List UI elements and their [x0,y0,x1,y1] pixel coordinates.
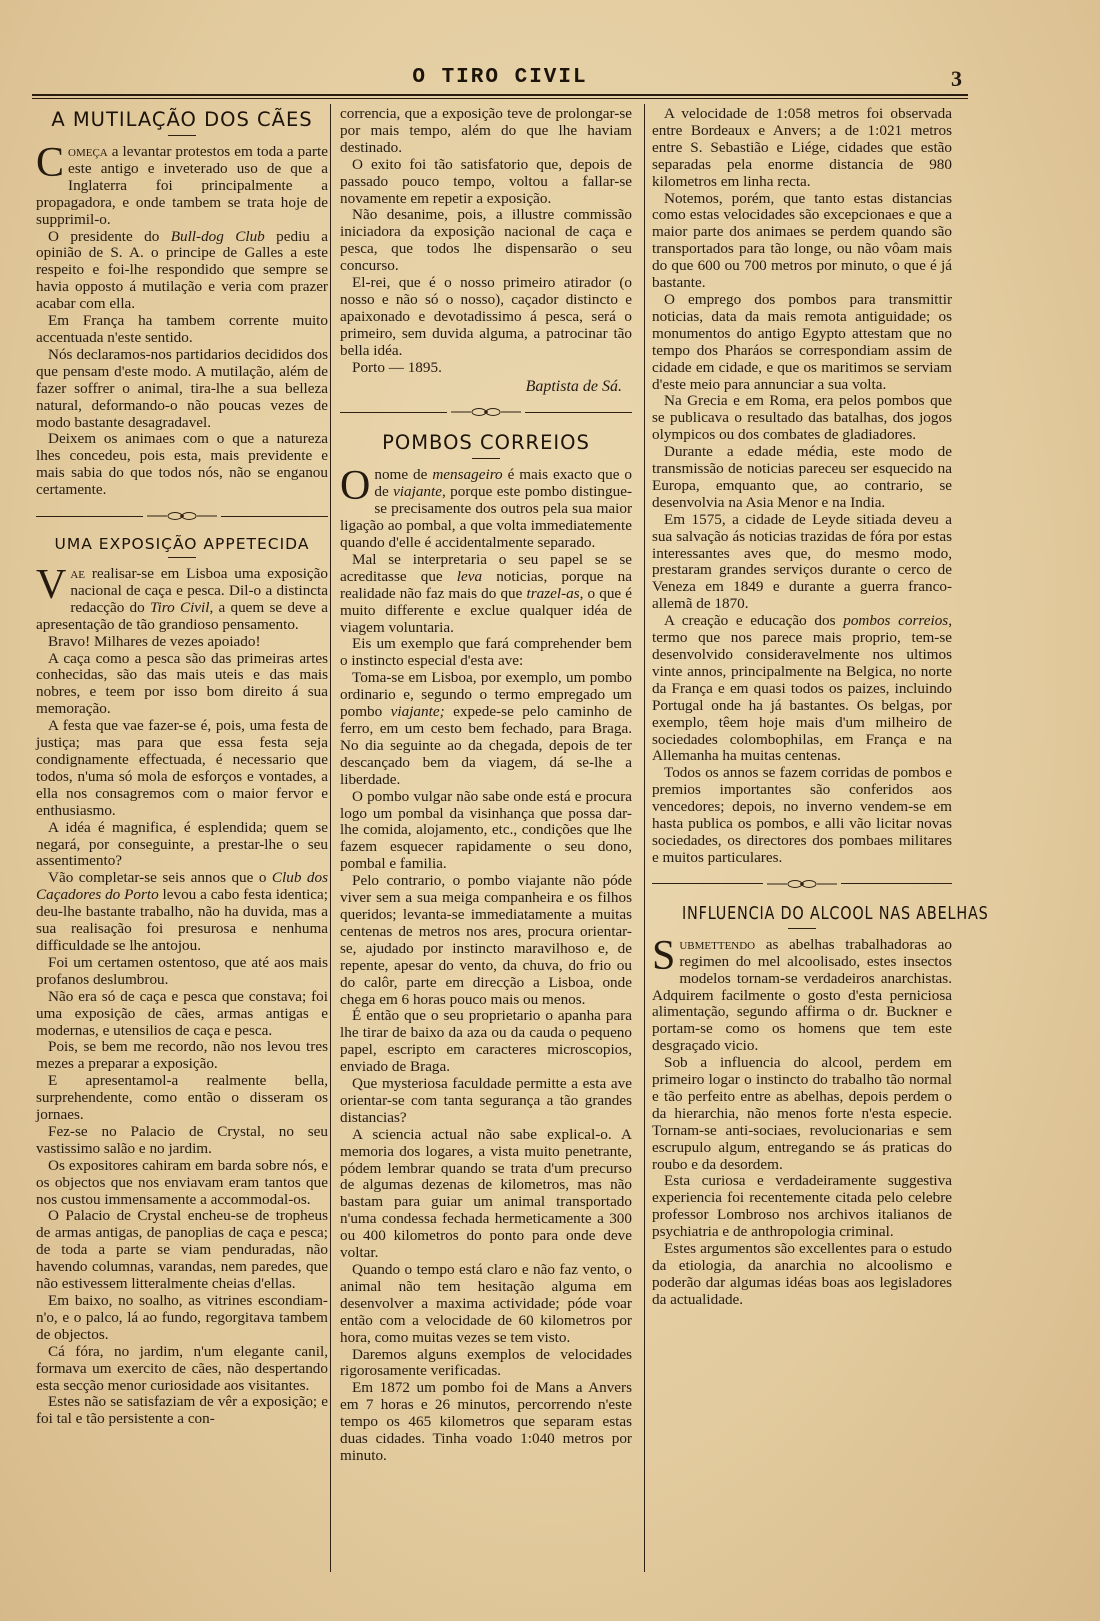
paragraph: Os expositores cahiram em barda sobre nós, e os objectos que nos enviavam eram tantos que nos custou immensamente a accommodal-os. [36,1156,328,1208]
paragraph: Eis um exemplo que fará comprehender bem o instincto especial d'esta ave: [340,635,632,670]
paragraph: Cá fóra, no jardim, n'um elegante canil, formava um exercito de cães, não despertando esta secção menor curiosidade aos visitantes. [36,1342,328,1394]
paragraph: Sob a influencia do alcool, perdem em primeiro logar o instincto do trabalho tão normal e tão perfeito entre as abelhas, depois perdem o da hierarchia, não menos forte n'esta especie. Tornam-se anti-sociaes, revolucionarias e sem escrupulo algum, entregando se ás praticas do roubo e da desordem. [652,1054,952,1173]
paragraph: Em baixo, no soalho, as vitrines escondiam-n'o, e o palco, lá ao fundo, regorgitava tambem de objectos. [36,1292,328,1343]
paragraph: Vae realisar-se em Lisboa uma exposição nacional de caça e pesca. Dil-o a distincta redacção do Tiro Civil, a quem se deve a apresentação de tão grandioso pensamento. [36,562,328,633]
ornament-divider [652,879,952,889]
paragraph: El-rei, que é o nosso primeiro atirador (o nosso e não só o nosso), caçador distincto e apaixonado e devotadissimo á pesca, será o primeiro, sem duvida alguma, a patrocinar tão bella idéa. [340,274,632,359]
page-number: 3 [951,66,962,91]
paragraph: Toma-se em Lisboa, por exemplo, um pombo ordinario e, segundo o termo empregado um pombo viajante; expede-se pelo caminho de ferro, em um cesto bem fechado, para Braga. No dia seguinte ao da chegada, depois de ter descançado bem da viagem, dá se-lhe a liberdade. [340,669,632,788]
paragraph: O emprego dos pombos para transmittir noticias, data da mais remota antiguidade; os monumentos do antigo Egypto attestam que no tempo dos Pharáos se correspondiam assim de cidade em cidade, e que os maritimos se serviam d'este meio para annunciar a sua volta. [652,290,952,393]
drop-cap: S [652,932,676,979]
column-2 [340,106,632,1576]
paragraph: Na Grecia e em Roma, era pelos pombos que se publicava o resultado das batalhas, dos jogos olympicos ou dos combates de gladiadores. [652,392,952,444]
paragraph: Foi um certamen ostentoso, que até aos mais profanos deslumbrou. [36,953,328,988]
paragraph: Daremos alguns exemplos de velocidades rigorosamente verificadas. [340,1345,632,1380]
paragraph: Que mysteriosa faculdade permitte a esta ave orientar-se com tanta segurança a tão grandes distancias? [340,1075,632,1126]
paragraph: A creação e educação dos pombos correios, termo que nos parece mais proprio, tem-se desenvolvido consideravelmente nos ultimos vinte annos, principalmente na Belgica, no norte da França e em quasi todos os paizes, incluindo Portugal onde ha já bastantes. Os belgas, por exemplo, têem hoje mais d'um milheiro de sociedades colombophilas, em França e na Allemanha ha muitas centenas. [652,612,953,765]
title-rule [472,458,500,459]
ornament-knot-icon [767,879,837,889]
paragraph: É então que o seu proprietario o apanha para lhe tirar de baixo da aza ou da cauda o pequeno papel, escripto em caracteres microscopios, enviado de Braga. [340,1007,632,1076]
paragraph: Em 1872 um pombo foi de Mans a Anvers em 7 horas e 26 minutos, percorrendo n'este tempo os 465 kilometros que separam estas duas cidades. Tinha voado 1:040 metros por minuto. [340,1379,632,1464]
paragraph: A velocidade de 1:058 metros foi observada entre Bordeaux e Anvers; a de 1:021 metros entre S. Sebastião e Liége, cidades que estão separadas pela enorme distancia de 980 kilometros em linha recta. [652,105,952,190]
paragraph: Em 1575, a cidade de Leyde sitiada deveu a sua salvação ás noticias trazidas de fóra por estas interessantes aves que, do mesmo modo, prestaram grandes serviços durante o cerco de Veneza em 1849 e durante a guerra franco-allemã de 1870. [652,510,952,613]
article-title-exposicao: UMA EXPOSIÇÃO APPETECIDA [54,535,310,554]
paragraph: A festa que vae fazer-se é, pois, uma festa de justiça; mas para que essa festa seja condignamente effectuada, é necessario que todos, n'uma só mola de esforços e vontades, a ella nos consagremos com o maior fervor e enthusiasmo. [36,717,328,819]
paragraph: Durante a edade média, este modo de transmissão de noticias pareceu ser esquecido na Europa, emquanto que, ao contrario, se desenvolvia na Asia Menor e na India. [652,443,952,511]
paragraph: Submettendo as abelhas trabalhadoras ao regimen do mel alcoolisado, estes insectos modelos tornam-se verdadeiros anarchistas. Adquirem facilmente o gosto d'esta perniciosa alimentação, segundo affirma o dr. Buckner e portam-se como os homens que tem este desgraçado vicio. [652,932,952,1055]
paragraph: Estes argumentos são excellentes para o estudo da etiologia, da anarchia no alcoolismo e poderão dar algumas idéas boas aos legisladores da actualidade. [652,1240,952,1308]
column-1 [36,106,328,1576]
ornament-knot-icon [451,407,521,417]
paragraph: Esta curiosa e verdadeiramente suggestiva experiencia foi recentemente citada pelo celebre professor Lombroso nos archivos italianos de psychiatria e de anthropologia criminal. [652,1172,952,1241]
paragraph: Pois, se bem me recordo, não nos levou tres mezes a preparar a exposição. [36,1038,328,1073]
author-signature: Baptista de Sá. [525,377,622,395]
ornament-divider [36,511,328,521]
paragraph: O Palacio de Crystal encheu-se de tropheus de armas antigas, de panoplias de caça e pesca; de toda a parte se viam penduradas, não havendo columnas, varandas, nem paredes, que não estivessem litteralmente cheias d'ellas. [36,1207,328,1293]
paragraph: A sciencia actual não sabe explical-o. A memoria dos logares, a vista muito penetrante, pódem lembrar quando se trata d'um precurso de algumas dezenas de kilometros, mas não bastam para guiar um animal transportado n'uma condessa fechada hermeticamente a 300 ou 400 kilometros do ponto para onde deve voltar. [340,1125,632,1262]
paragraph: Quando o tempo está claro e não faz vento, o animal não tem hesitação alguma em desenvolver a maxima actividade; póde voar então com a velocidade de 60 kilometros por hora, como muitas vezes se tem visto. [340,1261,632,1346]
dateline: Porto — 1895. [352,358,442,376]
paragraph: Deixem os animaes com o que a natureza lhes concedeu, pois esta, mais previdente e mais sabia do que todos nós, não se enganou certamente. [36,430,328,499]
paragraph: Fez-se no Palacio de Crystal, no seu vastissimo salão e no jardim. [36,1122,328,1157]
paragraph: Nós declaramos-nos partidarios decididos dos que pensam d'este modo. A mutilação, além de fazer soffrer o animal, tira-lhe a sua belleza natural, deformando-o não poucas vezes de modo bastante desagradavel. [36,345,328,431]
paragraph: Estes não se satisfaziam de vêr a exposição; e foi tal e tão persistente a con- [36,1393,328,1428]
paragraph: Começa a levantar protestos em toda a parte este antigo e inveterado uso de que a Inglaterra foi principalmente a propagadora, e onde tambem se trata hoje de supprimil-o. [36,140,328,228]
paragraph: O presidente do Bull-dog Club pediu a opinião de S. A. o principe de Galles a este respeito e foi-lhe respondido que sempre se havia opposto á mutilação e veria com prazer acabar com ella. [36,227,328,313]
header-rule [32,94,968,96]
ornament-knot-icon [147,511,217,521]
article-title-pombos: POMBOS CORREIOS [382,431,590,455]
drop-cap: O [340,463,371,510]
paragraph: O exito foi tão satisfatorio que, depois de passado pouco tempo, voltou a fallar-se novamente em repetir a exposição. [340,155,632,207]
article-title-alcool: INFLUENCIA DO ALCOOL NAS ABELHAS [682,902,989,924]
title-rule [168,135,196,136]
paragraph: Não desanime, pois, a illustre commissão iniciadora da exposição nacional de caça e pesca, que todos lhe dispensarão o seu concurso. [340,206,632,275]
paragraph: O nome de mensageiro é mais exacto que o de viajante, porque este pombo distingue-se precisamente dos outros pela sua maior ligação ao pombal, a que volta immediatemente quando d'elle é accidentalmente separado. [340,463,633,552]
header-rule-thin [32,98,968,99]
column-divider-2 [644,104,645,1572]
title-rule [788,928,816,929]
paragraph: Notemos, porém, que tanto estas distancias como estas velocidades são excepcionaes e que a maior parte dos animaes se perdem quando são transportados para tão longe, ou não vôam mais do que 600 ou 700 metros por minuto, o que é já bastante. [652,189,952,292]
paragraph: Mal se interpretaria o seu papel se se acreditasse que leva noticias, porque na realidade não faz mais do que trazel-as, o que é muito differente e exclue qualquer idéa de viagem voluntaria. [340,550,633,636]
title-rule [168,557,196,558]
paragraph: Em França ha tambem corrente muito accentuada n'este sentido. [36,312,328,346]
paragraph: Todos os annos se fazem corridas de pombos e premios importantes são conferidos aos vencedores; depois, no inverno vendem-se em hasta publica os pombos, e alli vão licitar novas sociedades, os directores dos pombaes militares e muitos particulares. [652,764,952,866]
paragraph: correncia, que a exposição teve de prolongar-se por mais tempo, além do que lhe haviam destinado. [340,105,632,156]
paragraph: Pelo contrario, o pombo viajante não póde viver sem a sua meiga companheira e os filhos queridos; levanta-se immediatamente a muitas centenas de metros nos ares, procura orientar-se, ajudado por instincto maravilhoso e, de repente, apesar do vento, da chuva, do frio ou do calôr, parte em direcção a Lisboa, onde chega em 6 horas pouco mais ou menos. [340,872,632,1008]
drop-cap: C [36,140,65,186]
column-3 [652,105,989,1576]
paragraph: A caça como a pesca são das primeiras artes conhecidas, são das mais uteis e das mais nobres, e teem por isso bom direito á sua memoração. [36,649,328,718]
drop-cap: V [36,562,67,609]
journal-name: O TIRO CIVIL [412,66,588,89]
paragraph: A idéa é magnifica, é esplendida; quem se negará, por conseguinte, a prestar-lhe o seu assentimento? [36,818,328,870]
article-title-mutilacao: A MUTILAÇÃO DOS CÃES [51,108,313,131]
paragraph: Bravo! Milhares de vezes apoiado! [48,632,261,650]
ornament-divider [340,407,632,417]
paragraph: Não era só de caça e pesca que constava; foi uma exposição de cães, armas antigas e modernas, e utensilios de caça e pesca. [36,987,328,1039]
paragraph: Vão completar-se seis annos que o Club dos Caçadores do Porto levou a cabo festa identica; deu-lhe bastante trabalho, não ha duvida, mas a sua realisação foi presurosa e nenhuma difficuldade se lhe antojou. [36,869,328,954]
paragraph: E apresentamol-a realmente bella, surprehendente, como então o disseram os jornaes. [36,1072,328,1124]
paragraph: O pombo vulgar não sabe onde está e procura logo um pombal da visinhança que possa dar-lhe comida, alojamento, etc., condições que lhe fazem esquecer rapidamente o seu dono, pombal e familia. [340,787,632,873]
column-divider-1 [330,104,331,1572]
running-head [32,66,968,92]
